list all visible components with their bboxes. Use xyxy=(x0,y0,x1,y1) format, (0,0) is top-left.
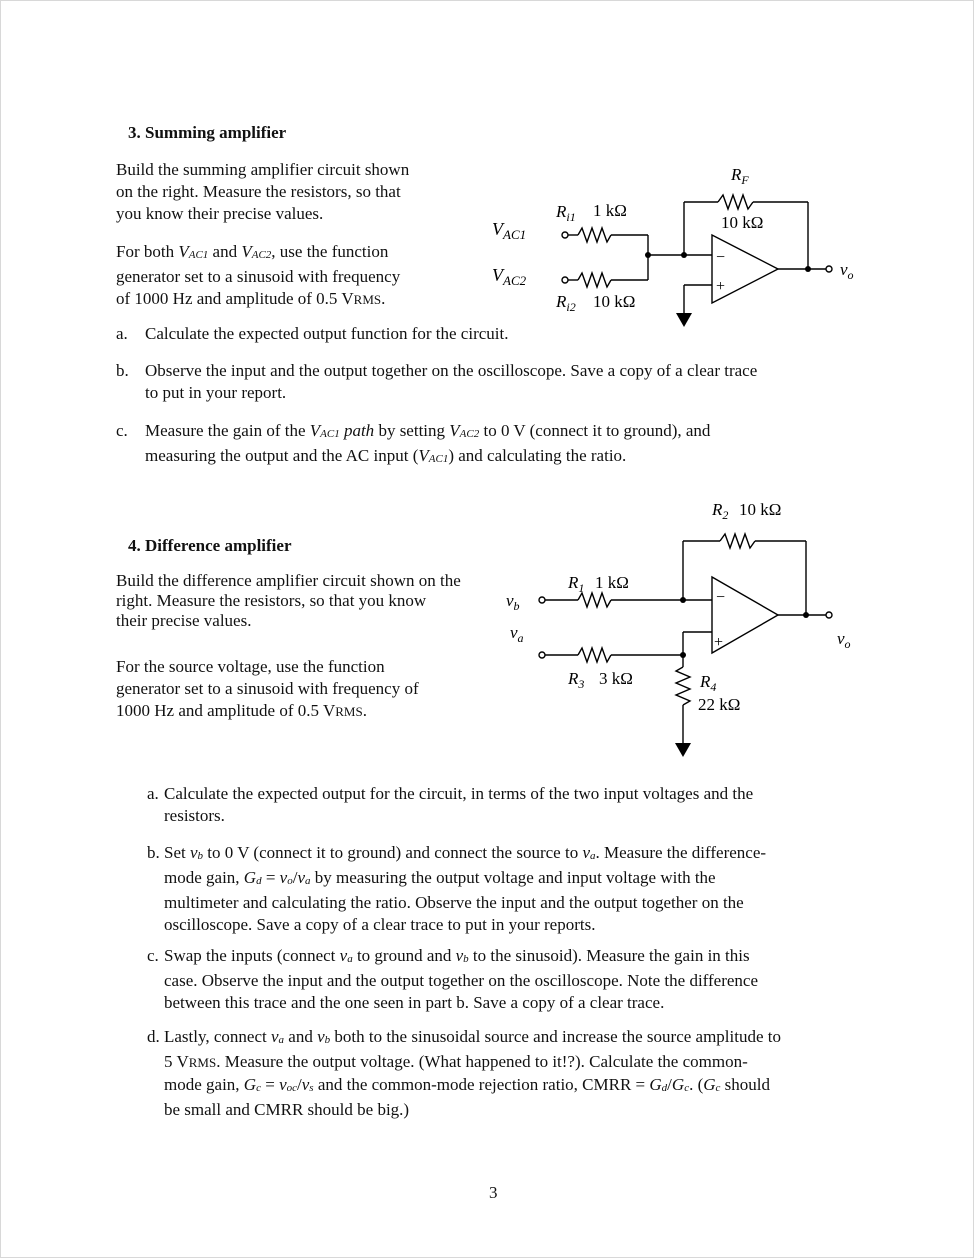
source-line: 1000 Hz and amplitude of 0.5 VRMS. xyxy=(116,701,367,720)
r4-value: 22 kΩ xyxy=(698,695,741,714)
node xyxy=(680,652,686,658)
r3-value: 3 kΩ xyxy=(599,669,633,688)
section-3-title: 3. Summing amplifier xyxy=(128,123,287,142)
source-line: generator set to a sinusoid with frequency of xyxy=(116,679,419,698)
rf-label: $R_F$ xyxy=(731,165,749,187)
r1-label: $R_1$ xyxy=(568,573,585,595)
summing-amplifier-circuit xyxy=(480,155,880,335)
section-3-source xyxy=(116,241,400,311)
r1-value: 1 kΩ xyxy=(595,573,629,592)
r1-resistor xyxy=(578,593,611,607)
ri2-label: $R_{i2}$ xyxy=(556,292,576,314)
plus-sign: + xyxy=(716,278,726,295)
r2-resistor xyxy=(720,534,755,548)
vb-terminal xyxy=(539,597,545,603)
ri2-value: 10 kΩ xyxy=(593,292,636,311)
va-label: $v_a$ xyxy=(510,623,524,645)
section-3-intro xyxy=(116,159,409,225)
intro-line: Build the summing amplifier circuit shown xyxy=(116,160,410,179)
r2-value: 10 kΩ xyxy=(739,500,782,519)
vb-label: $v_b$ xyxy=(506,591,520,613)
vac2-label: $V_{AC2}$ xyxy=(492,265,527,288)
vo-label: $v_o$ xyxy=(840,260,854,282)
section-4-title: 4. Difference amplifier xyxy=(128,536,292,555)
intro-line: you know their precise values. xyxy=(116,204,324,223)
source-line-3: of 1000 Hz and amplitude of 0.5 VRMS. xyxy=(116,289,386,308)
page-number: 3 xyxy=(489,1183,498,1202)
vac2-terminal xyxy=(562,277,568,283)
minus-sign: − xyxy=(716,249,726,266)
intro-line: on the right. Measure the resistors, so that xyxy=(116,182,401,201)
plus-sign: + xyxy=(714,634,724,651)
source-line-2: generator set to a sinusoid with frequency xyxy=(116,267,401,286)
r2-label: $R_2$ xyxy=(712,500,729,522)
ri1-resistor xyxy=(578,228,611,242)
section-4-source xyxy=(116,656,419,723)
rf-value: 10 kΩ xyxy=(721,213,764,232)
node xyxy=(681,252,687,258)
r4-label: $R_4$ xyxy=(700,672,717,694)
minus-sign: − xyxy=(716,589,726,606)
vo-terminal xyxy=(826,612,832,618)
ri1-value: 1 kΩ xyxy=(593,201,627,220)
ri2-resistor xyxy=(578,273,611,287)
node xyxy=(680,597,686,603)
source-line: For the source voltage, use the function xyxy=(116,657,385,676)
ri1-label: $R_{i1}$ xyxy=(556,202,576,224)
section-4-intro xyxy=(116,571,461,631)
node xyxy=(805,266,811,272)
node xyxy=(645,252,651,258)
vo-terminal xyxy=(826,266,832,272)
intro-line: right. Measure the resistors, so that you know xyxy=(116,591,427,610)
intro-line: Build the difference amplifier circuit shown on the xyxy=(116,571,461,590)
intro-line: their precise values. xyxy=(116,611,252,630)
rf-resistor xyxy=(718,195,753,209)
vo-label: $v_o$ xyxy=(837,629,851,651)
difference-amplifier-circuit xyxy=(490,495,880,765)
source-line-1: For both VAC1 and VAC2, use the function xyxy=(116,242,389,261)
va-terminal xyxy=(539,652,545,658)
vac1-label: $V_{AC1}$ xyxy=(492,219,527,242)
vac1-terminal xyxy=(562,232,568,238)
r3-label: $R_3$ xyxy=(568,669,585,691)
ground-symbol-2 xyxy=(675,743,691,757)
r3-resistor xyxy=(578,648,611,662)
node xyxy=(803,612,809,618)
r4-resistor xyxy=(676,667,690,705)
